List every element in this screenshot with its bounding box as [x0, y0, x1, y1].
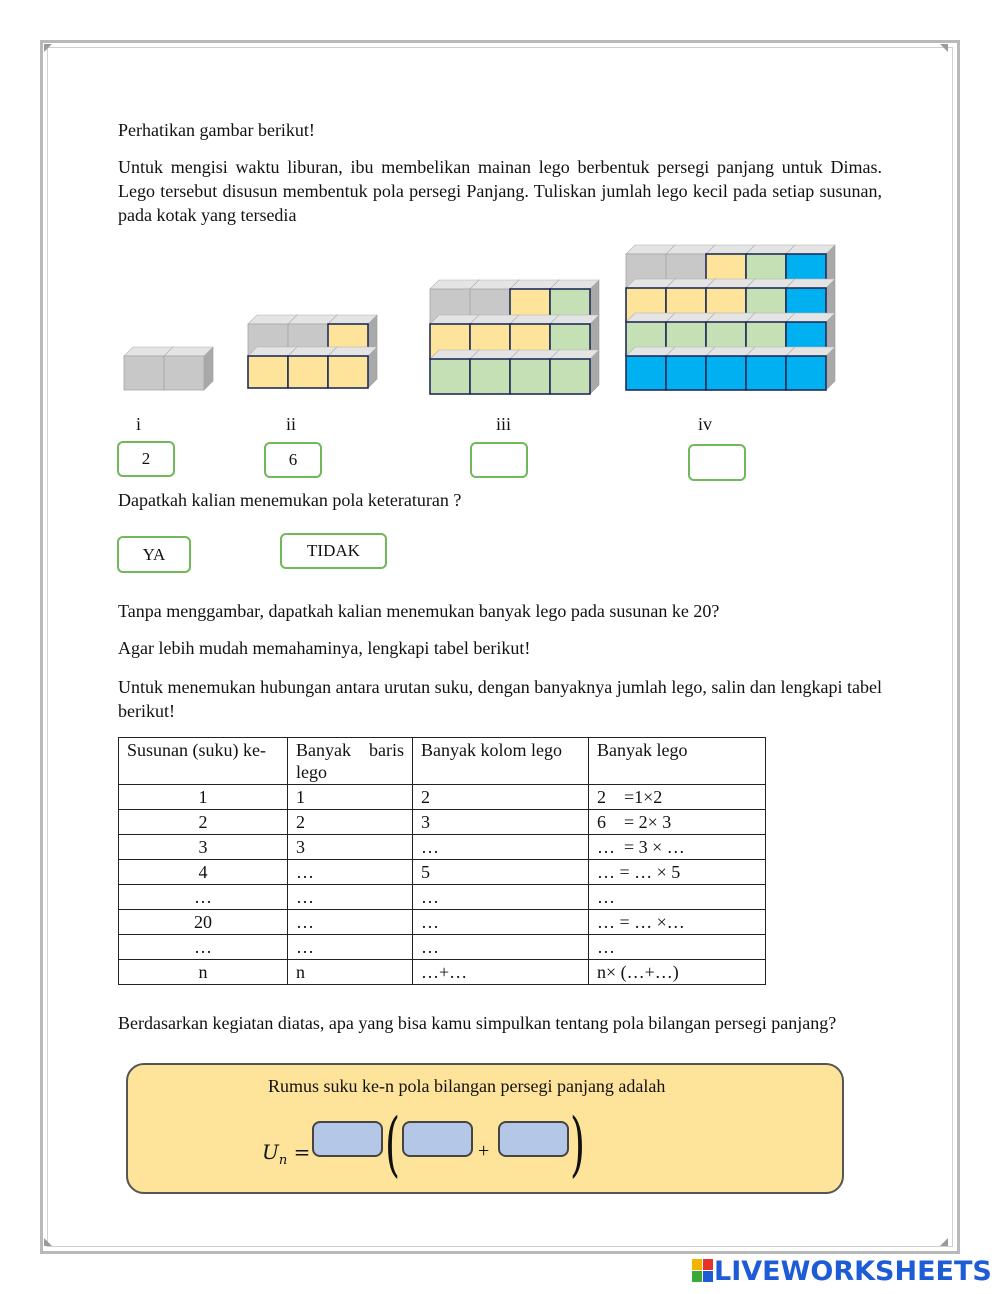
- table-row: [119, 960, 766, 985]
- table-cell: n× (…+…): [589, 960, 766, 985]
- table-intro: Agar lebih mudah memahaminya, lengkapi tabel berikut!: [118, 638, 531, 658]
- table-row: [119, 935, 766, 960]
- table-cell: 1: [119, 785, 288, 810]
- table-cell: n: [288, 960, 413, 985]
- table-cell: … = … ×…: [589, 910, 766, 935]
- choice-ya-button[interactable]: YA: [117, 536, 191, 573]
- frame-corner-br: [940, 1238, 948, 1246]
- table-cell: 3: [413, 810, 589, 835]
- table-cell: 3: [288, 835, 413, 860]
- formula-input-second-term[interactable]: [498, 1121, 569, 1157]
- answer-box-i[interactable]: 2: [117, 441, 175, 477]
- table-cell: …: [589, 885, 766, 910]
- table-header-cell: Banyak lego: [589, 738, 766, 785]
- table-cell: … = 3 × …: [589, 835, 766, 860]
- formula-plus: +: [478, 1140, 490, 1162]
- conclusion-question: Berdasarkan kegiatan diatas, apa yang bisa kamu simpulkan tentang pola bilangan persegi panjang?: [118, 1013, 837, 1033]
- formula-equals: =: [293, 1140, 311, 1164]
- table-cell: 4: [119, 860, 288, 885]
- table-header-cell: Susunan (suku) ke-: [119, 738, 288, 785]
- table-cell: …: [119, 935, 288, 960]
- figure-label-ii: ii: [286, 414, 297, 434]
- lego-block-fig2: [328, 347, 377, 388]
- table-cell: 2: [119, 810, 288, 835]
- table-header-cell: Banyak baris lego: [288, 738, 413, 785]
- logo-blocks-icon: [692, 1259, 714, 1283]
- liveworksheets-logo: [692, 1254, 992, 1288]
- table-cell: n: [119, 960, 288, 985]
- frame-corner-bl: [44, 1238, 52, 1246]
- table-cell: 20: [119, 910, 288, 935]
- formula-lhs-sub: n: [278, 1153, 288, 1168]
- pattern-question: Dapatkah kalian menemukan pola keteraturan ?: [118, 490, 462, 510]
- formula-open-paren: (: [385, 1103, 401, 1185]
- table-cell: …: [119, 885, 288, 910]
- figure-label-iii: iii: [496, 414, 512, 434]
- table-cell: …: [413, 935, 589, 960]
- lego-table: [118, 737, 766, 985]
- formula-input-first-term[interactable]: [402, 1121, 473, 1157]
- lego-block-fig4: [786, 347, 835, 390]
- table-row: [119, 885, 766, 910]
- answer-box-ii[interactable]: 6: [264, 442, 322, 478]
- table-row: [119, 860, 766, 885]
- table-row: [119, 810, 766, 835]
- table-header-cell: Banyak kolom lego: [413, 738, 589, 785]
- table-cell: … = … × 5: [589, 860, 766, 885]
- figure-label-iv: iv: [698, 414, 713, 434]
- frame-corner-tr: [940, 44, 948, 52]
- answer-box-iii[interactable]: [470, 442, 528, 478]
- story-text: Untuk mengisi waktu liburan, ibu membelikan mainan lego berbentuk persegi panjang untuk Dimas. Lego tersebut disusun membentuk pola persegi Panjang. Tuliskan jumlah lego kecil pada setiap susunan, pada kotak yang tersedia: [118, 157, 882, 225]
- frame-corner-tl: [44, 44, 52, 52]
- table-cell: …: [589, 935, 766, 960]
- table-row: [119, 835, 766, 860]
- table-cell: …+…: [413, 960, 589, 985]
- question-20: Tanpa menggambar, dapatkah kalian menemukan banyak lego pada susunan ke 20?: [118, 601, 720, 621]
- lego-block-fig1: [164, 347, 213, 390]
- table-cell: …: [413, 885, 589, 910]
- table-cell: …: [413, 835, 589, 860]
- table-cell: 2: [413, 785, 589, 810]
- lego-figures: [118, 238, 838, 398]
- formula-lhs: [262, 1140, 310, 1168]
- table-task: Untuk menemukan hubungan antara urutan suku, dengan banyaknya jumlah lego, salin dan lengkapi tabel berikut!: [118, 677, 882, 721]
- table-cell: 2 =1×2: [589, 785, 766, 810]
- figure-label-i: i: [136, 414, 142, 434]
- formula-close-paren: ): [570, 1103, 586, 1185]
- table-cell: 6 = 2× 3: [589, 810, 766, 835]
- table-cell: …: [288, 885, 413, 910]
- table-header-row: [119, 738, 766, 785]
- table-cell: 5: [413, 860, 589, 885]
- table-cell: …: [288, 910, 413, 935]
- table-row: [119, 785, 766, 810]
- table-row: [119, 910, 766, 935]
- formula-lhs-base: U: [262, 1140, 279, 1164]
- table-cell: 1: [288, 785, 413, 810]
- table-cell: …: [413, 910, 589, 935]
- formula-title: Rumus suku ke-n pola bilangan persegi panjang adalah: [268, 1076, 666, 1096]
- table-cell: …: [288, 860, 413, 885]
- formula-input-multiplier[interactable]: [312, 1121, 383, 1157]
- lego-block-fig3: [550, 350, 599, 394]
- table-cell: …: [288, 935, 413, 960]
- choice-tidak-button[interactable]: TIDAK: [280, 533, 387, 569]
- logo-text: LIVEWORKSHEETS: [714, 1255, 992, 1287]
- table-cell: 3: [119, 835, 288, 860]
- intro-text: Perhatikan gambar berikut!: [118, 120, 315, 140]
- table-cell: 2: [288, 810, 413, 835]
- answer-box-iv[interactable]: [688, 444, 746, 481]
